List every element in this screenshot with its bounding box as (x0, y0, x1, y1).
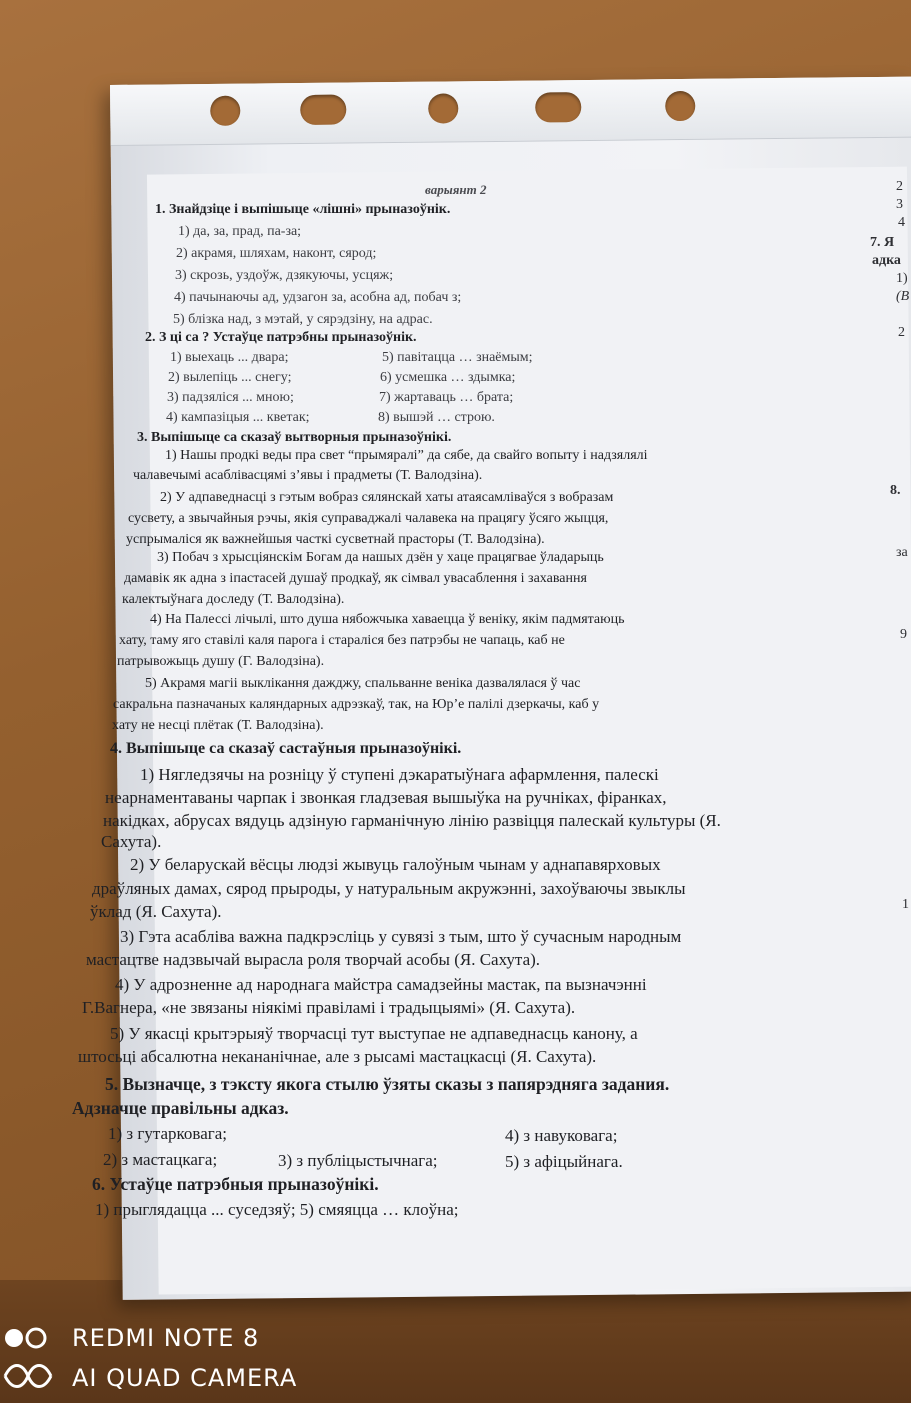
task5-option: 2) з мастацкага; (103, 1150, 218, 1169)
watermark-model: REDMI NOTE 8 (72, 1324, 260, 1352)
side-fragment: 3 (896, 197, 903, 212)
task5-option: 1) з гутарковага; (108, 1124, 228, 1143)
watermark-camera: AI QUAD CAMERA (72, 1364, 298, 1392)
task1-item: 5) блізка над, з мэтай, у сярэдзіну, на адрас. (173, 312, 433, 327)
task2-item: 2) вылепіць ... снегу; (168, 370, 292, 385)
task6-line: 1) прыглядацца ... суседзяў; 5) смяяцца … клоўна; (95, 1200, 459, 1219)
task3-line: 5) Акрамя магіі выклікання дажджу, спальванне веніка дазвалялася ў час (145, 676, 581, 691)
task5-option: 4) з навуковага; (505, 1126, 618, 1145)
task3-line: 2) У адпаведнасці з гэтым вобраз сялянскай хаты атаясамліваўся з вобразам (160, 490, 614, 505)
task1-item: 2) акрамя, шляхам, наконт, сярод; (176, 246, 377, 261)
side-fragment: 1 (902, 897, 909, 912)
task3-line: 1) Нашы продкі веды пра свет “прымяралі” да сябе, да свайго вопыту і надзялялі (165, 448, 648, 463)
task2-item: 5) павітацца … знаёмым; (382, 350, 533, 365)
task4-line: 4) У адрозненне ад народнага майстра самадзейны мастак, па вызначэнні (115, 975, 647, 994)
task2-item: 7) жартаваць … брата; (379, 390, 514, 405)
task3-title: 3. Выпішыце са сказаў вытворныя прыназоўнікі. (137, 430, 452, 445)
task4-line: 2) У беларускай вёсцы людзі жывуць галоўным чынам у аднапавярховых (130, 855, 661, 874)
task1-item: 3) скрозь, уздоўж, дзякуючы, усцяж; (175, 268, 394, 283)
task5-title: 5. Вызначце, з тэксту якога стылю ўзяты сказы з папярэдняга задания. (105, 1074, 670, 1094)
task4-title: 4. Выпішыце са сказаў састаўныя прыназоўнікі. (110, 740, 462, 757)
side-fragment: 8. (890, 483, 901, 498)
task5-option: 3) з публіцыстычнага; (278, 1151, 438, 1170)
task2-item: 6) усмешка … здымка; (380, 370, 516, 385)
side-fragment: 9 (900, 627, 907, 642)
task3-line: сусвету, а звычайныя рэчы, якія суправаджалі чалавека на працягу ўсяго жыцця, (128, 511, 609, 526)
task4-line: штосьці абсалютна некананічнае, але з рысамі мастацкасці (Я. Сахута). (78, 1047, 597, 1066)
side-fragment: адка (872, 253, 901, 268)
task4-line: 5) У якасці крытэрыяў творчасці тут выступае не адпаведнасць канону, а (110, 1024, 638, 1043)
task4-line: драўляных дамах, сярод прыроды, у натуральным акружэнні, захоўваючы звыклы (92, 879, 686, 898)
task1-item: 4) пачынаючы ад, удзагон за, асобна ад, побач з; (174, 290, 462, 305)
task4-line: ўклад (Я. Сахута). (90, 902, 222, 921)
task4-line: накідках, абрусах вядуць адзіную гарманічную лінію развіцця палескай культуры (Я. (103, 811, 721, 830)
side-fragment: за (896, 545, 908, 560)
side-fragment: 1) (896, 271, 908, 286)
quad-camera-icon (0, 1318, 60, 1388)
task3-line: чалавечымі асаблівасцямі з’явы і прадметы (Т. Валодзіна). (133, 468, 483, 483)
task4-line: мастацтве надзвычай вырасла роля творчай асобы (Я. Сахута). (86, 950, 541, 969)
side-fragment: 7. Я (870, 235, 895, 250)
side-fragment: 2 (898, 325, 905, 340)
task1-title: 1. Знайдзіце і выпішыце «лішні» прыназоўнік. (155, 202, 451, 217)
task2-item: 4) кампазіцыя ... кветак; (166, 410, 310, 425)
side-fragment: (В (896, 289, 910, 304)
task3-line: дамавік як адна з іпастасей душаў продкаў, як сімвал увасаблення і захавання (124, 571, 587, 586)
task5-subtitle: Адзначце правільны адказ. (72, 1098, 289, 1118)
side-fragment: 2 (896, 179, 903, 194)
task3-line: 4) На Палессі лічылі, што душа нябожчыка хаваецца ў веніку, якім падмятаюць (150, 612, 625, 627)
task2-item: 8) вышэй … строю. (378, 410, 495, 425)
task3-line: патрывожыць душу (Г. Валодзіна). (117, 654, 325, 669)
task3-line: успрымаліся як важнейшыя часткі сусветнай прасторы (Т. Валодзіна). (126, 532, 545, 547)
task3-line: 3) Побач з хрысціянскім Богам да нашых дзён у хаце працягвае ўладарыць (157, 550, 604, 565)
task2-item: 1) выехаць ... двара; (170, 350, 289, 365)
adjacent-sheet-edge (860, 170, 911, 1270)
task2-item: 3) падзяліся ... мною; (167, 390, 294, 405)
task5-option: 5) з афіцыйнага. (505, 1152, 623, 1171)
task4-line: неарнаментаваны чарпак і звонкая гладзевая вышыўка на ручніках, фіранках, (105, 788, 667, 807)
task3-line: калектыўнага доследу (Т. Валодзіна). (122, 592, 345, 607)
task4-line: Сахута). (101, 832, 162, 851)
task2-title: 2. З ці са ? Устаўце патрэбны прыназоўнік. (145, 330, 417, 345)
task3-line: сакральна пазначаных каляндарных адрэзкаў, так, на Юр’е палілі дзеркачы, каб у (113, 697, 600, 712)
task1-item: 1) да, за, прад, па-за; (178, 224, 302, 239)
camera-watermark (0, 1318, 360, 1398)
task6-title: 6. Устаўце патрэбныя прыназоўнікі. (92, 1174, 379, 1194)
task4-line: 3) Гэта асабліва важна падкрэсліць у сувязі з тым, што ў сучасным народным (120, 927, 682, 946)
task4-line: Г.Вагнера, «не звязаны нiякімі правіламі і традыцыямі» (Я. Сахута). (82, 998, 576, 1017)
variant-label: варыянт 2 (425, 182, 487, 197)
task3-line: хату не несці плётак (Т. Валодзіна). (112, 718, 324, 733)
side-fragment: 4 (898, 215, 905, 230)
task4-line: 1) Нягледзячы на розніцу ў ступені дэкаратыўнага афармлення, палескі (140, 765, 659, 784)
task3-line: хату, таму яго ставілі каля парога і стараліся без патрэбы не чапаць, каб не (119, 633, 565, 648)
